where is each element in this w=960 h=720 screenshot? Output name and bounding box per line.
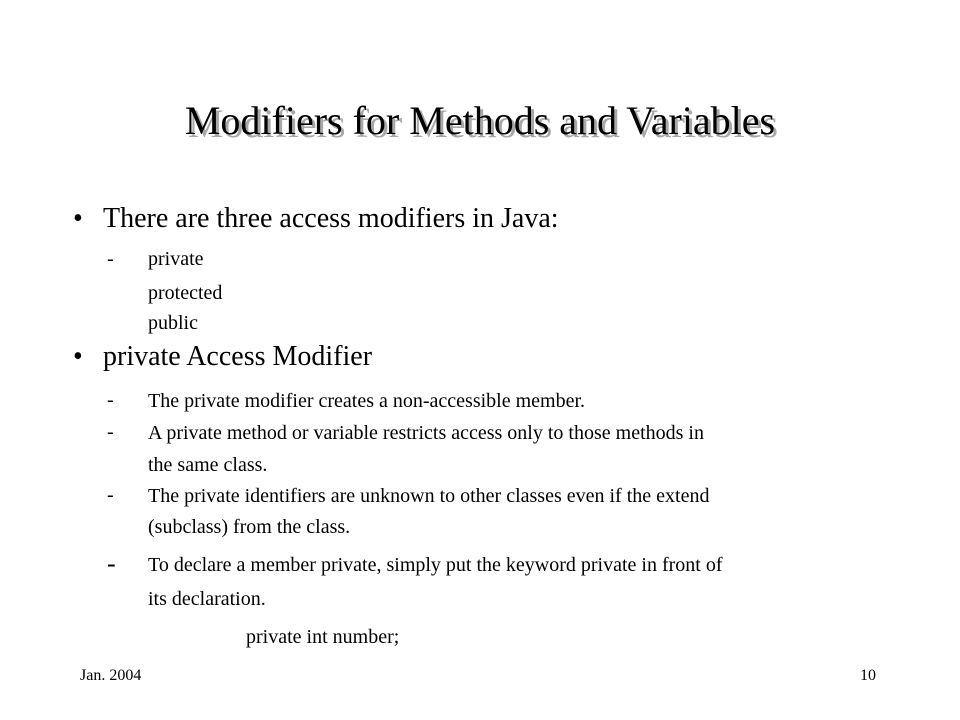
bullet-1-sub-1-line-1: private <box>148 248 204 270</box>
bullet-2-sub-3-line-1: The private identifiers are unknown to other classes even if the extend <box>148 485 710 507</box>
bullet-2-sub-4-line-2: its declaration. <box>148 588 266 610</box>
bullet-2-sub-3-line-2: (subclass) from the class. <box>148 516 351 538</box>
bullet-2-sub-1-marker: - <box>107 389 114 411</box>
bullet-2-sub-2-marker: - <box>107 421 114 443</box>
bullet-2-sub-1-line-1: The private modifier creates a non-accessible member. <box>148 390 586 412</box>
bullet-2-text: private Access Modifier <box>103 341 373 372</box>
bullet-2-sub-3-marker: - <box>107 484 114 506</box>
bullet-1-sub-1-line-2: protected <box>148 282 223 304</box>
bullet-1-sub-1-line-3: public <box>148 312 198 334</box>
footer-date: Jan. 2004 <box>80 667 142 684</box>
slide-title: Modifiers for Methods and Variables <box>184 98 776 143</box>
bullet-2-sub-4-marker: - <box>107 549 116 578</box>
bullet-1-text: There are three access modifiers in Java: <box>103 203 559 234</box>
bullet-1-sub-1-marker: - <box>107 248 114 270</box>
bullet-1-marker: • <box>73 203 83 234</box>
bullet-2-sub-4-line-1: To declare a member private, simply put the keyword private in front of <box>148 554 723 576</box>
bullet-2-sub-2-line-1: A private method or variable restricts access only to those methods in <box>148 422 704 444</box>
code-example: private int number; <box>246 626 400 648</box>
bullet-2-marker: • <box>73 341 83 372</box>
bullet-2-sub-2-line-2: the same class. <box>148 454 268 476</box>
footer-page-number: 10 <box>860 667 876 684</box>
